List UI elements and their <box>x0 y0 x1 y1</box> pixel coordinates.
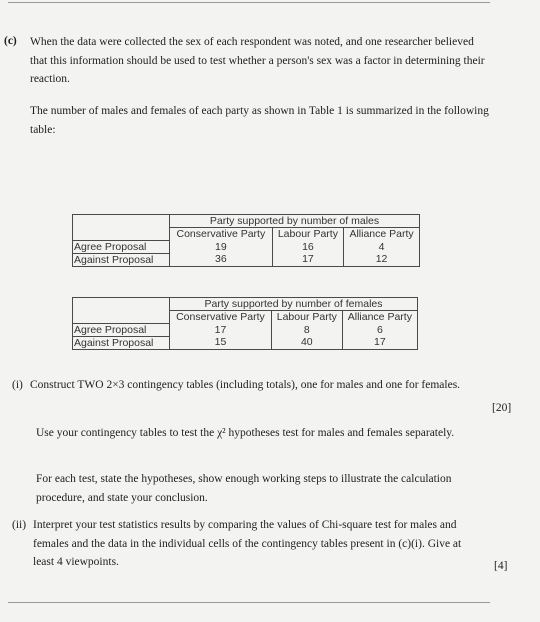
summary-paragraph: The number of males and females of each party as shown in Table 1 is summarized in the following table: <box>30 105 489 136</box>
females-table-title: Party supported by number of females <box>170 298 418 311</box>
table-cell: 16 <box>272 240 343 253</box>
blank-cell <box>73 311 170 324</box>
question-i-text: Construct TWO 2×3 contingency tables (including totals), one for males and one for females. <box>30 379 461 391</box>
intro-paragraph: When the data were collected the sex of each respondent was noted, and one researcher believed that this information should be used to test whether a person's sex was a factor in determining their reaction. <box>30 36 485 85</box>
males-table <box>72 214 420 267</box>
question-i-label: (i) <box>12 379 23 391</box>
table-cell: 15 <box>170 336 272 349</box>
row-label: Agree Proposal <box>73 240 170 253</box>
bottom-rule <box>8 602 490 603</box>
row-label: Against Proposal <box>73 336 170 349</box>
table-cell: 6 <box>342 323 417 336</box>
col-header: Alliance Party <box>342 311 417 324</box>
table-cell: 17 <box>170 323 272 336</box>
question-ii-label: (ii) <box>12 519 27 531</box>
col-header: Alliance Party <box>344 228 420 241</box>
table-cell: 8 <box>271 323 342 336</box>
table-cell: 19 <box>170 240 273 253</box>
question-ii-text: Interpret your test statistics results by comparing the values of Chi-square test for males and females and the data in the individual cells of the contingency tables present in (c)(i). Give at least 4 viewpoints. <box>33 519 462 568</box>
question-i-use: Use your contingency tables to test the χ² hypotheses test for males and females separately. <box>36 427 455 439</box>
blank-corner <box>73 298 170 311</box>
question-ii-marks: [4] <box>494 560 508 572</box>
table-cell: 36 <box>170 253 273 266</box>
col-header: Conservative Party <box>170 311 272 324</box>
blank-corner <box>73 215 170 228</box>
females-table <box>72 297 418 350</box>
males-table-title: Party supported by number of males <box>170 215 420 228</box>
question-i-each: For each test, state the hypotheses, show enough working steps to illustrate the calculation procedure, and state your conclusion. <box>36 473 452 504</box>
row-label: Against Proposal <box>73 253 170 266</box>
table-cell: 4 <box>344 240 420 253</box>
part-label: (c) <box>4 35 17 47</box>
col-header: Labour Party <box>272 228 343 241</box>
blank-cell <box>73 228 170 241</box>
col-header: Conservative Party <box>170 228 273 241</box>
table-cell: 17 <box>272 253 343 266</box>
table-cell: 17 <box>342 336 417 349</box>
table-cell: 12 <box>344 253 420 266</box>
row-label: Agree Proposal <box>73 323 170 336</box>
col-header: Labour Party <box>271 311 342 324</box>
question-i-marks: [20] <box>492 402 512 414</box>
table-cell: 40 <box>271 336 342 349</box>
top-rule <box>8 2 490 3</box>
